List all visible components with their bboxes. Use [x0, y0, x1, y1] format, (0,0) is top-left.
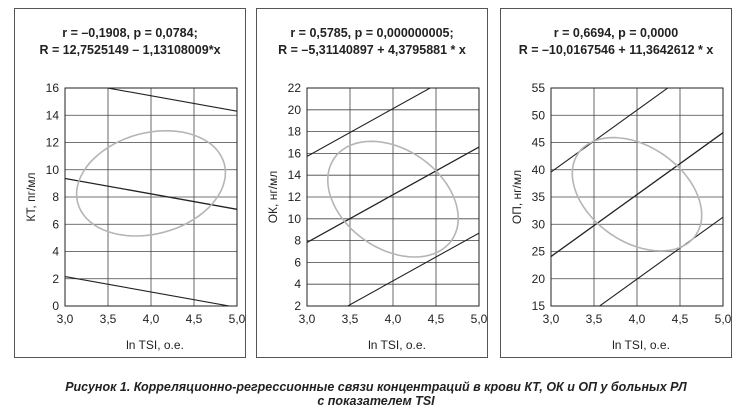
y-tick-label: 2 — [52, 271, 59, 286]
regression-equation: R = –10,0167546 + 11,3642612 * x — [518, 43, 714, 57]
correlation-stat: r = 0,6694, p = 0,0000 — [553, 26, 679, 40]
y-tick-label: 12 — [287, 190, 301, 204]
x-tick-label: 4,5 — [427, 312, 445, 326]
y-tick-label: 40 — [531, 162, 545, 177]
y-tick-label: 22 — [287, 81, 301, 95]
x-tick-label: 3,0 — [298, 312, 316, 326]
y-tick-label: 16 — [45, 81, 59, 95]
x-tick-label: 5,0 — [714, 312, 731, 326]
x-tick-label: 3,0 — [56, 312, 74, 326]
y-tick-label: 10 — [287, 211, 301, 226]
y-tick-label: 4 — [52, 244, 59, 259]
x-tick-label: 4,0 — [142, 312, 160, 326]
caption-line-2: с показателем TSI — [317, 394, 435, 408]
y-tick-label: 12 — [45, 135, 59, 150]
y-tick-label: 30 — [531, 217, 545, 232]
x-axis-label: ln TSI, о.е. — [126, 338, 184, 352]
x-tick-label: 4,0 — [384, 312, 402, 326]
x-tick-label: 3,5 — [585, 312, 603, 326]
y-tick-label: 0 — [52, 299, 59, 313]
y-tick-label: 4 — [294, 277, 301, 292]
x-tick-label: 5,0 — [228, 312, 245, 326]
correlation-stat: r = –0,1908, p = 0,0784; — [62, 26, 198, 40]
y-tick-label: 2 — [294, 299, 301, 313]
y-tick-label: 8 — [294, 233, 301, 248]
y-tick-label: 25 — [531, 244, 545, 259]
caption-line-1: Рисунок 1. Корреляционно-регрессионные связи концентраций в крови КТ, ОК и ОП у больных РЛ — [65, 380, 687, 394]
regression-equation: R = 12,7525149 – 1,13108009*x — [39, 43, 221, 57]
y-tick-label: 16 — [287, 146, 301, 161]
x-axis-label: ln TSI, о.е. — [368, 338, 426, 352]
y-tick-label: 6 — [52, 217, 59, 232]
chart-kt — [15, 9, 245, 357]
x-tick-label: 3,0 — [542, 312, 560, 326]
y-tick-label: 55 — [531, 81, 545, 95]
chart-panel-kt — [14, 8, 246, 358]
y-tick-label: 35 — [531, 190, 545, 204]
x-tick-label: 4,5 — [671, 312, 689, 326]
y-tick-label: 20 — [287, 102, 301, 117]
x-tick-label: 5,0 — [470, 312, 487, 326]
y-axis-label: КТ, пг/мл — [24, 172, 38, 222]
x-tick-label: 3,5 — [341, 312, 359, 326]
y-tick-label: 15 — [531, 299, 545, 313]
y-tick-label: 14 — [287, 168, 301, 183]
regression-equation: R = –5,31140897 + 4,3795881 * x — [278, 43, 466, 57]
y-axis-label: ОК, нг/мл — [266, 170, 280, 224]
figure-caption — [0, 380, 752, 408]
x-tick-label: 4,5 — [185, 312, 203, 326]
y-tick-label: 6 — [294, 255, 301, 270]
x-axis-label: ln TSI, о.е. — [612, 338, 670, 352]
y-tick-label: 18 — [287, 124, 301, 139]
y-tick-label: 14 — [45, 108, 59, 123]
chart-panel-op — [500, 8, 732, 358]
y-tick-label: 45 — [531, 135, 545, 150]
chart-ok — [257, 9, 487, 357]
x-tick-label: 4,0 — [628, 312, 646, 326]
y-axis-label: ОП, нг/мл — [510, 169, 524, 225]
chart-panel-ok — [256, 8, 488, 358]
y-tick-label: 8 — [52, 190, 59, 204]
y-tick-label: 10 — [45, 162, 59, 177]
chart-op — [501, 9, 731, 357]
correlation-stat: r = 0,5785, p = 0,000000005; — [290, 26, 454, 40]
y-tick-label: 50 — [531, 108, 545, 123]
y-tick-label: 20 — [531, 271, 545, 286]
x-tick-label: 3,5 — [99, 312, 117, 326]
